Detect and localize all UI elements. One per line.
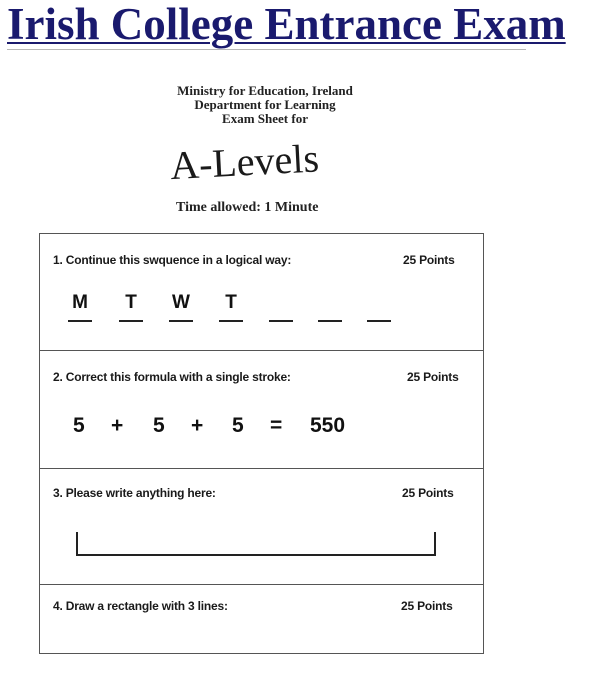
question-3-section	[40, 469, 483, 585]
sequence-letter: M	[68, 290, 92, 322]
ministry-line: Ministry for Education, Ireland	[177, 83, 353, 98]
formula-operator: =	[270, 414, 283, 437]
page-title: Irish College Entrance Exam	[7, 0, 566, 49]
question-1-points: 25 Points	[403, 253, 455, 267]
department-line: Department for Learning	[194, 97, 336, 112]
exam-sheet	[39, 233, 484, 654]
formula-operator: +	[191, 414, 204, 437]
sequence-letter: W	[169, 290, 193, 322]
question-4-text: 4. Draw a rectangle with 3 lines:	[53, 599, 228, 613]
question-2-text: 2. Correct this formula with a single stroke:	[53, 370, 291, 384]
question-4-section	[40, 585, 483, 653]
formula-operator: +	[111, 414, 124, 437]
formula-term: 5	[73, 414, 85, 437]
question-1-text: 1. Continue this swquence in a logical way:	[53, 253, 292, 267]
question-1-section	[40, 234, 483, 351]
time-allowed: Time allowed: 1 Minute	[176, 200, 319, 215]
question-4-points: 25 Points	[401, 599, 453, 613]
sequence-letter: T	[119, 290, 143, 322]
formula-result: 550	[310, 414, 346, 437]
question-2-section	[40, 351, 483, 469]
question-3-points: 25 Points	[402, 486, 454, 500]
exam-sheet-line: Exam Sheet for	[222, 111, 308, 126]
answer-area[interactable]	[76, 532, 436, 556]
question-2-points: 25 Points	[407, 370, 459, 384]
exam-name-text: A-Levels	[168, 135, 320, 189]
sequence-letter: T	[219, 290, 243, 322]
sequence-blank[interactable]	[269, 290, 293, 322]
exam-name-logo	[168, 130, 368, 190]
title-divider	[7, 49, 526, 50]
question-3-text: 3. Please write anything here:	[53, 486, 216, 500]
formula-term: 5	[232, 414, 244, 437]
sequence-blank[interactable]	[367, 290, 391, 322]
formula-term: 5	[153, 414, 165, 437]
sequence-blank[interactable]	[318, 290, 342, 322]
